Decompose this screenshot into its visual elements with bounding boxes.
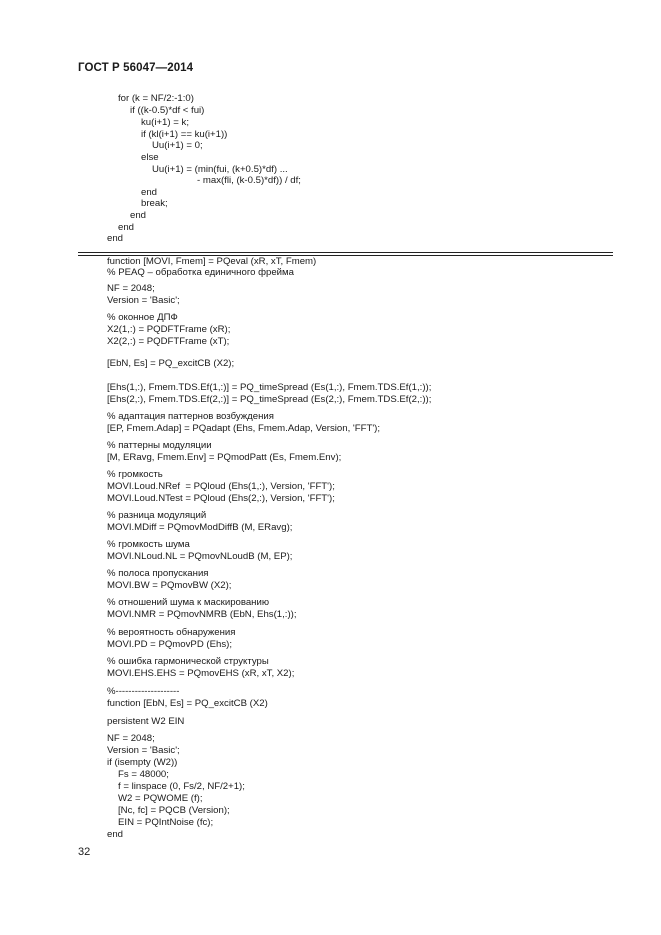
code-line: [Nc, fc] = PQCB (Version);	[118, 805, 230, 816]
code-line: if ((k-0.5)*df < fui)	[130, 105, 205, 116]
code-line: break;	[141, 198, 168, 209]
code-line: end	[130, 210, 147, 221]
code-line: % паттерны модуляции	[107, 440, 212, 451]
code-line: [EbN, Es] = PQ_excitCB (X2);	[107, 358, 235, 369]
code-line: NF = 2048;	[107, 733, 155, 744]
code-line: for (k = NF/2:-1:0)	[118, 93, 194, 104]
code-line: MOVI.PD = PQmovPD (Ehs);	[107, 639, 233, 650]
code-line: MOVI.BW = PQmovBW (X2);	[107, 580, 232, 591]
code-line: MOVI.NLoud.NL = PQmovNLoudB (M, EP);	[107, 551, 293, 562]
code-line: EIN = PQIntNoise (fc);	[118, 817, 214, 828]
code-line: Version = 'Basic';	[107, 295, 180, 306]
code-line: end	[141, 187, 158, 198]
code-line: % отношений шума к маскированию	[107, 597, 270, 608]
code-line: % разница модуляций	[107, 510, 207, 521]
code-line: MOVI.Loud.NTest = PQloud (Ehs(2,:), Version, 'FFT');	[107, 493, 335, 504]
code-line: % громкость шума	[107, 539, 190, 550]
code-line: %--------------------	[107, 686, 180, 697]
code-line: if (isempty (W2))	[107, 757, 178, 768]
code-line: Version = 'Basic';	[107, 745, 180, 756]
code-line: [Ehs(2,:), Fmem.TDS.Ef(2,:)] = PQ_timeSpread (Es(2,:), Fmem.TDS.Ef(2,:));	[107, 394, 432, 405]
code-line: W2 = PQWOME (f);	[118, 793, 203, 804]
code-line: % полоса пропускания	[107, 568, 209, 579]
code-line: if (kl(i+1) == ku(i+1))	[141, 129, 228, 140]
code-line: end	[107, 233, 124, 244]
code-line: MOVI.EHS.EHS = PQmovEHS (xR, xT, X2);	[107, 668, 295, 679]
code-line: [Ehs(1,:), Fmem.TDS.Ef(1,:)] = PQ_timeSpread (Es(1,:), Fmem.TDS.Ef(1,:));	[107, 382, 432, 393]
code-line: % оконное ДПФ	[107, 312, 178, 323]
separator-rule	[78, 252, 613, 253]
code-line: MOVI.MDiff = PQmovModDiffB (M, ERavg);	[107, 522, 293, 533]
code-line: % адаптация паттернов возбуждения	[107, 411, 274, 422]
code-line: ku(i+1) = k;	[141, 117, 189, 128]
code-line: end	[118, 222, 135, 233]
code-line: X2(2,:) = PQDFTFrame (xT);	[107, 336, 230, 347]
code-line: Uu(i+1) = (min(fui, (k+0.5)*df) ...	[152, 164, 288, 175]
code-line: % ошибка гармонической структуры	[107, 656, 269, 667]
code-line: % громкость	[107, 469, 163, 480]
code-line: Fs = 48000;	[118, 769, 169, 780]
code-line: % вероятность обнаружения	[107, 627, 236, 638]
code-line: X2(1,:) = PQDFTFrame (xR);	[107, 324, 231, 335]
code-line: else	[141, 152, 159, 163]
standard-header: ГОСТ Р 56047—2014	[78, 62, 194, 74]
code-line: % PEAQ – обработка единичного фрейма	[107, 267, 294, 278]
code-line: MOVI.Loud.NRef = PQloud (Ehs(1,:), Version, 'FFT');	[107, 481, 335, 492]
code-line: function [EbN, Es] = PQ_excitCB (X2)	[107, 698, 268, 709]
code-line: [EP, Fmem.Adap] = PQadapt (Ehs, Fmem.Adap, Version, 'FFT');	[107, 423, 381, 434]
code-line: Uu(i+1) = 0;	[152, 140, 203, 151]
code-line: persistent W2 EIN	[107, 716, 185, 727]
page-number: 32	[78, 846, 91, 858]
code-line: end	[107, 829, 124, 840]
code-line: MOVI.NMR = PQmovNMRB (EbN, Ehs(1,:));	[107, 609, 297, 620]
code-line: function [MOVI, Fmem] = PQeval (xR, xT, Fmem)	[107, 256, 317, 267]
code-line: [M, ERavg, Fmem.Env] = PQmodPatt (Es, Fmem.Env);	[107, 452, 342, 463]
code-line: NF = 2048;	[107, 283, 155, 294]
code-line: - max(fli, (k-0.5)*df)) / df;	[197, 175, 301, 186]
code-line: f = linspace (0, Fs/2, NF/2+1);	[118, 781, 245, 792]
